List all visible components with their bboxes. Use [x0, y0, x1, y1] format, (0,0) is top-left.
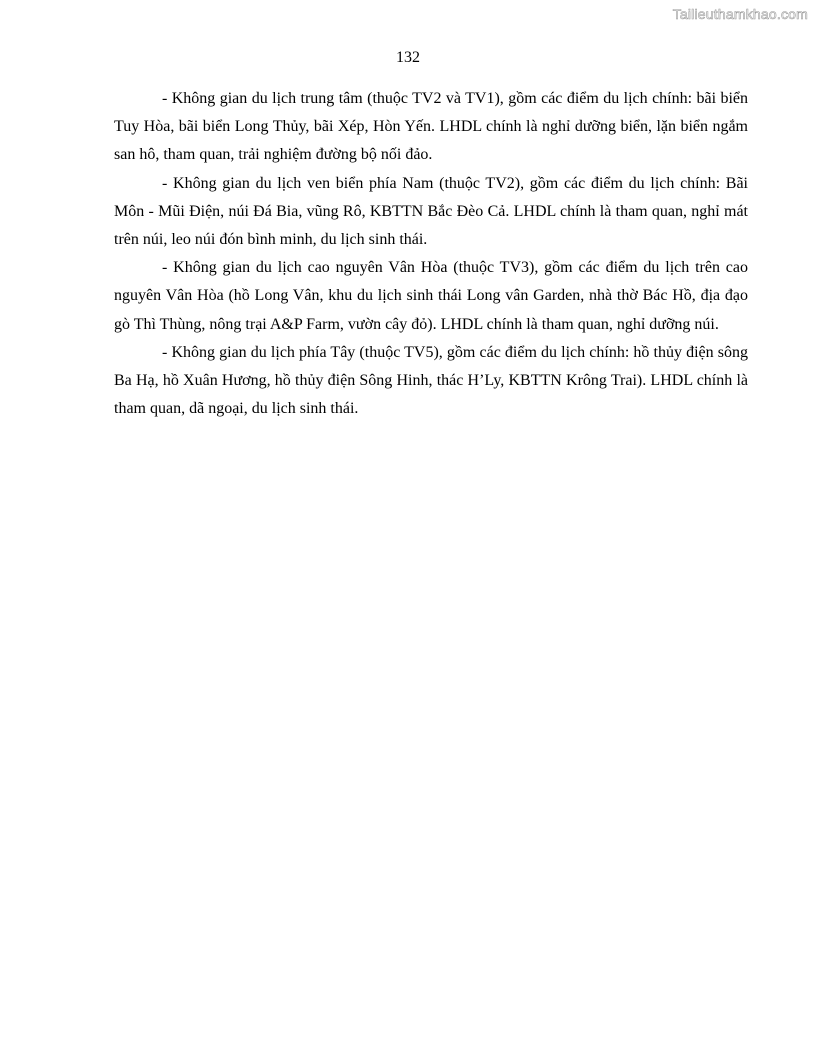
paragraph-central-tourism-space: - Không gian du lịch trung tâm (thuộc TV2 và TV1), gồm các điểm du lịch chính: bãi biển Tuy Hòa, bãi biển Long Thủy, bãi Xép, Hòn Yến. LHDL chính là nghỉ dưỡng biển, lặn biển ngắm san hô, tham quan, trải nghiệm đường bộ nối đảo. [114, 90, 748, 164]
paragraph-southern-coastal-tourism-space: - Không gian du lịch ven biển phía Nam (thuộc TV2), gồm các điểm du lịch chính: Bãi Môn - Mũi Điện, núi Đá Bia, vũng Rô, KBTTN Bắc Đèo Cả. LHDL chính là tham quan, nghỉ mát trên núi, leo núi đón bình minh, du lịch sinh thái. [114, 174, 748, 249]
page-number: 132 [396, 49, 420, 66]
paragraph-van-hoa-plateau-tourism-space: - Không gian du lịch cao nguyên Vân Hòa (thuộc TV3), gồm các điểm du lịch trên cao nguyên Vân Hòa (hồ Long Vân, khu du lịch sinh thái Long vân Garden, nhà thờ Bác Hồ, địa đạo gò Thì Thùng, nông trại A&P Farm, vườn cây đỏ). LHDL chính là tham quan, nghỉ dưỡng núi. [114, 259, 748, 333]
watermark-text: Tailieuthamkhao.com [672, 6, 808, 22]
document-body [114, 85, 748, 423]
paragraph-western-tourism-space: - Không gian du lịch phía Tây (thuộc TV5), gồm các điểm du lịch chính: hồ thủy điện sông Ba Hạ, hồ Xuân Hương, hồ thủy điện Sông Hinh, thác H’Ly, KBTTN Krông Trai). LHDL chính là tham quan, dã ngoại, du lịch sinh thái. [114, 343, 748, 418]
